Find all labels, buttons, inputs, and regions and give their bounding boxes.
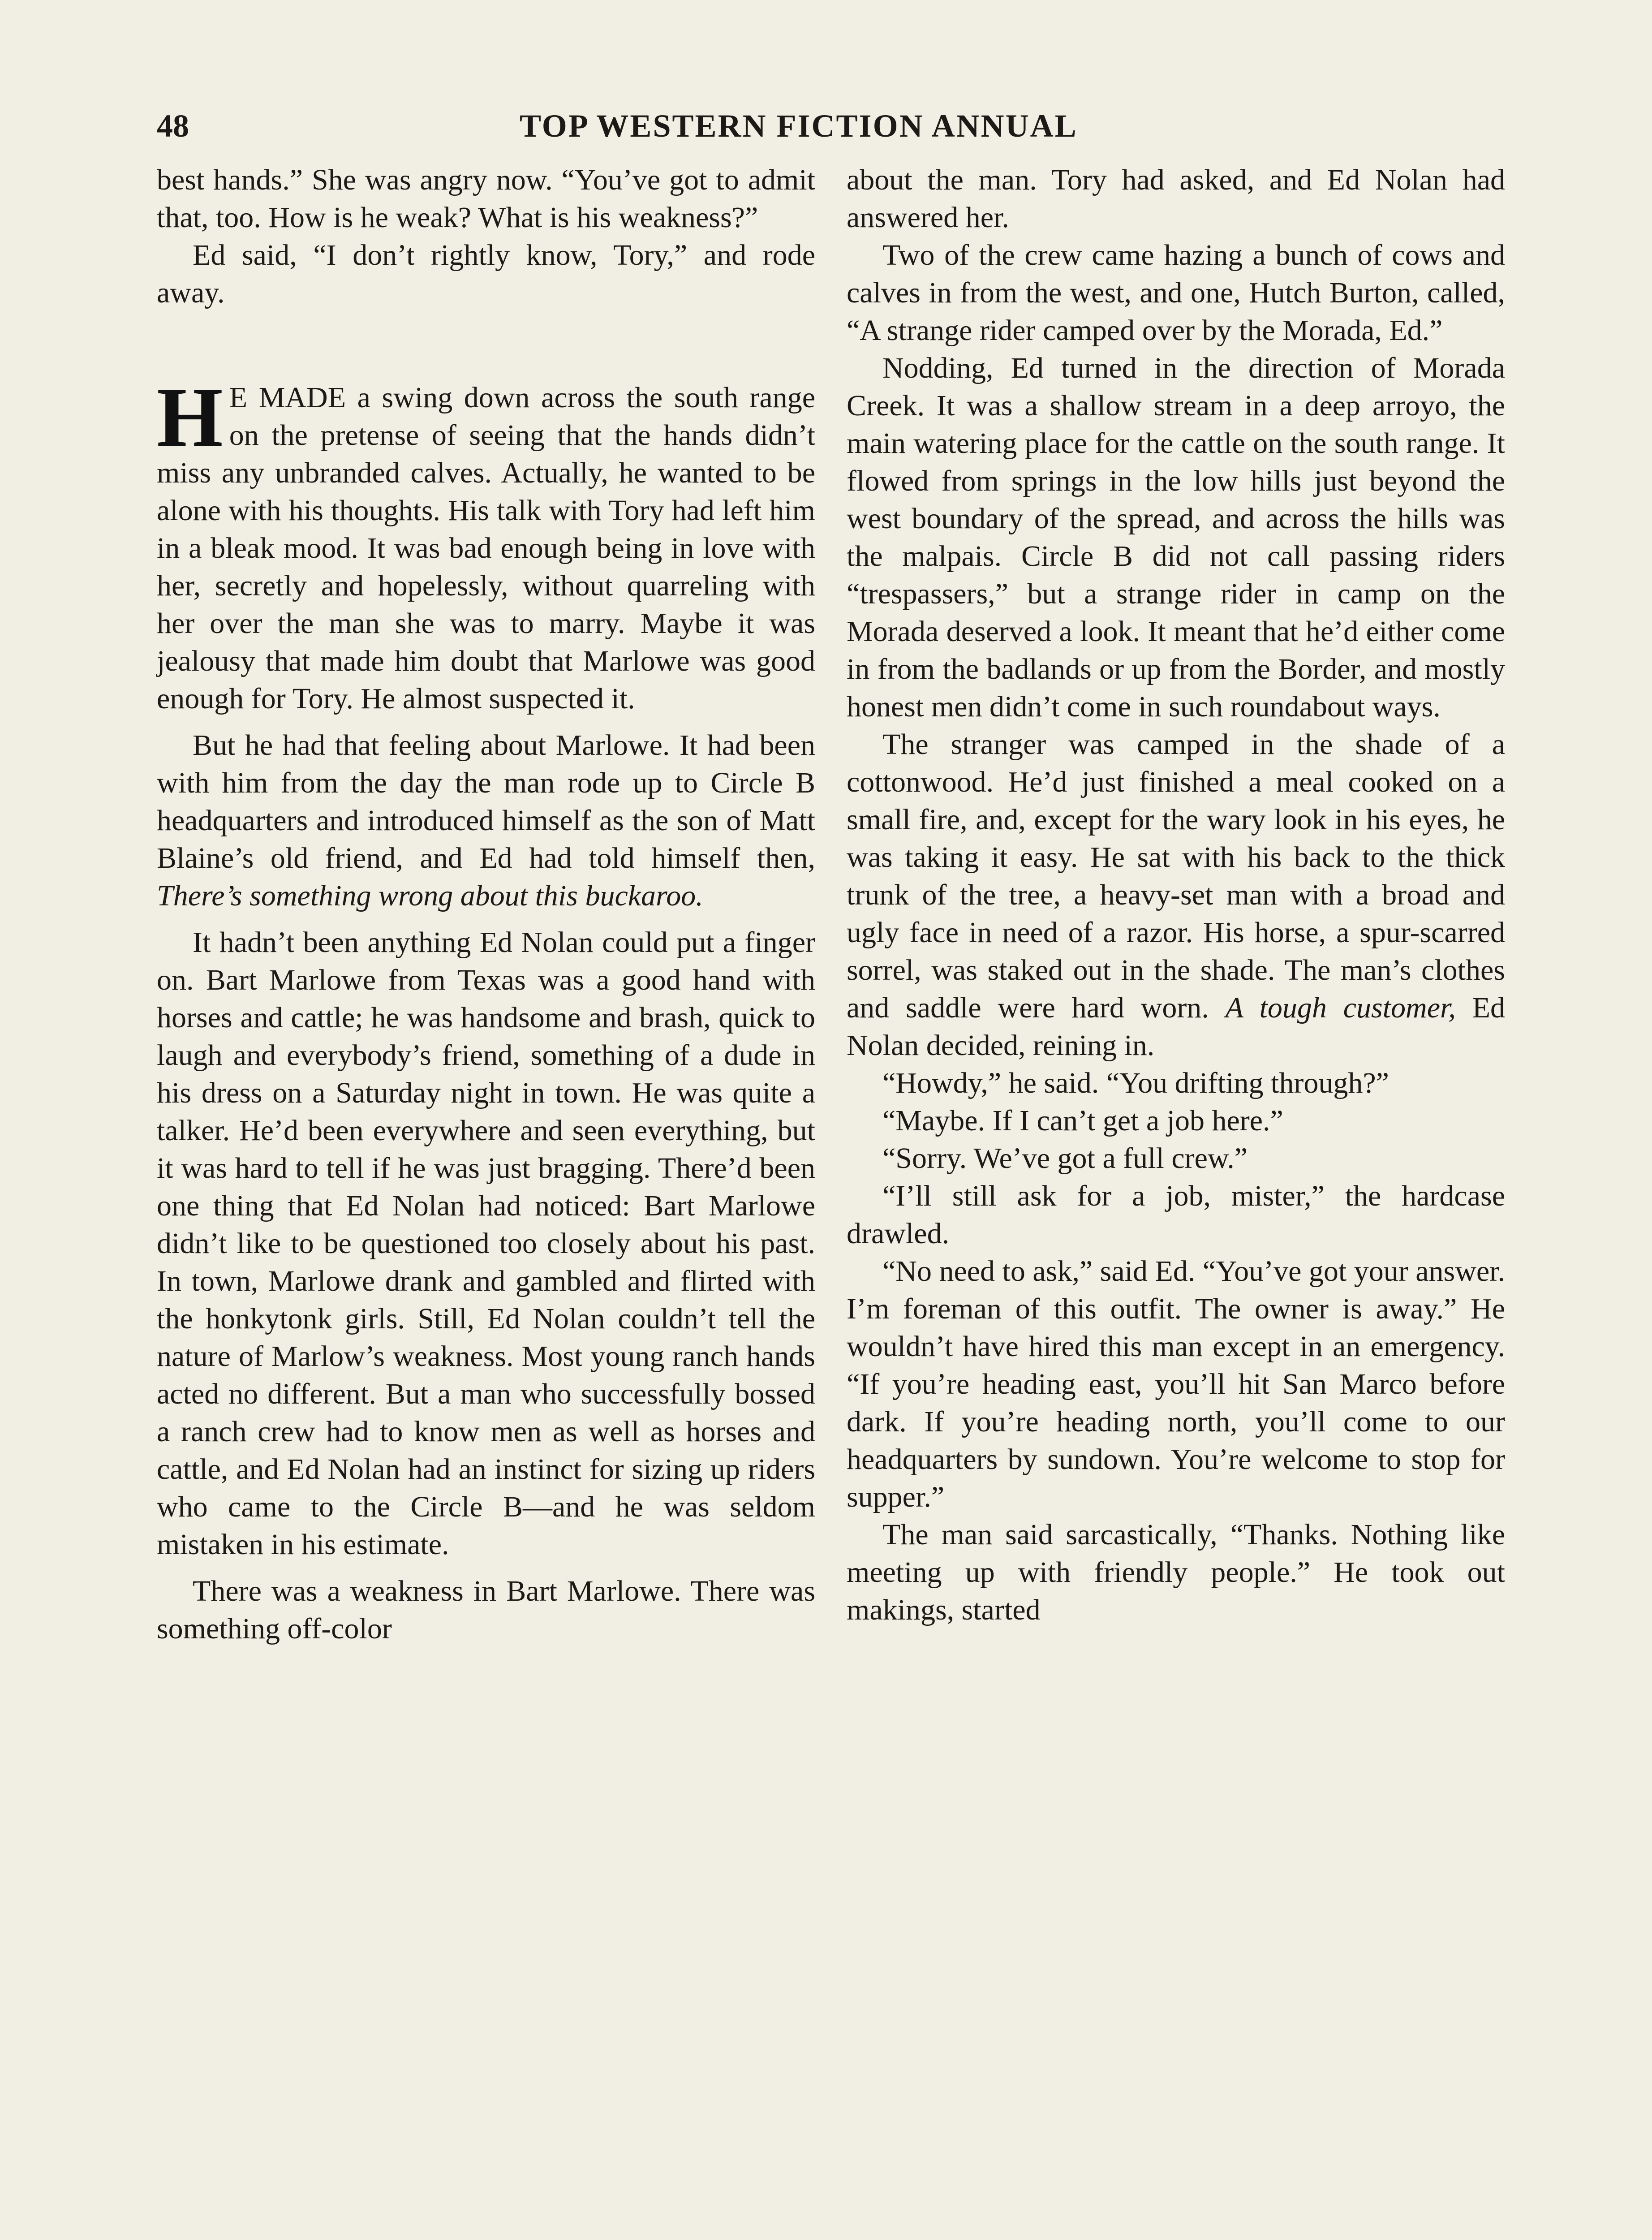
paragraph: best hands.” She was angry now. “You’ve got to admit that, too. How is he weak? What is his weakness?” (157, 164, 815, 234)
running-head (152, 108, 1500, 157)
right-column (847, 161, 1505, 1629)
paragraph: “Sorry. We’ve got a full crew.” (882, 1142, 1248, 1175)
paragraph-text: E MADE a swing down across the south range on the pretense of seeing that the hands didn’t miss any unbranded calves. Actually, he wanted to be alone with his thoughts. His talk with Tory had left him in a bleak mood. It was bad enough being in love with her, secretly and hopelessly, without quarreling with her over the man she was to marry. Maybe it was jealousy that made him doubt that Marlowe was good enough for Tory. He almost suspected it. (157, 381, 815, 715)
paragraph: about the man. Tory had asked, and Ed Nolan had answered her. (847, 164, 1505, 234)
paragraph (157, 727, 815, 915)
paragraph: Ed said, “I don’t rightly know, Tory,” and rode away. (157, 239, 815, 309)
paragraph: “No need to ask,” said Ed. “You’ve got your answer. I’m foreman of this outfit. The owner is away.” He wouldn’t have hired this man except in an emergency. “If you’re heading east, you’ll hit San Marco before dark. If you’re heading north, you’ll come to our headquarters by sundown. You’re welcome to stop for supper.” (847, 1255, 1505, 1513)
paragraph-text: But he had that feeling about Marlowe. It had been with him from the day the man rode up to Circle B headquarters and introduced himself as the son of Matt Blaine’s old friend, and Ed had told himself then, (157, 729, 815, 874)
paragraph: “I’ll still ask for a job, mister,” the hardcase drawled. (847, 1180, 1505, 1250)
drop-cap: H (157, 370, 223, 465)
paragraph-text: The stranger was camped in the shade of a cottonwood. He’d just finished a meal cooked on a small fire, and, except for the wary look in his eyes, he was taking it easy. He sat with his back to the thick trunk of the tree, a heavy-set man with a broad and ugly face in need of a razor. His horse, a spur-scarred sorrel, was staked out in the shade. The man’s clothes and saddle were hard worn. (847, 728, 1505, 1024)
paragraph (847, 726, 1505, 1064)
paragraph: “Maybe. If I can’t get a job here.” (882, 1104, 1283, 1137)
dropcap-paragraph (157, 370, 815, 718)
paragraph: There was a weakness in Bart Marlowe. There was something off-color (157, 1575, 815, 1645)
paragraph: The man said sarcastically, “Thanks. Nothing like meeting up with friendly people.” He took out makings, started (847, 1518, 1505, 1626)
left-column (157, 161, 815, 1648)
page-number: 48 (157, 108, 189, 144)
paragraph: “Howdy,” he said. “You drifting through?” (882, 1067, 1389, 1099)
paragraph: Nodding, Ed turned in the direction of Morada Creek. It was a shallow stream in a deep arroyo, the main watering place for the cattle on the south range. It flowed from springs in the low hills just beyond the west boundary of the spread, and across the hills was the malpais. Circle B did not call passing riders “trespassers,” but a strange rider in camp on the Morada deserved a look. It meant that he’d either come in from the badlands or up from the Border, and mostly honest men didn’t come in such roundabout ways. (847, 352, 1505, 723)
italic-text: There’s something wrong about this buckaroo. (157, 879, 703, 912)
paragraph: Two of the crew came hazing a bunch of cows and calves in from the west, and one, Hutch Burton, called, “A strange rider camped over by the Morada, Ed.” (847, 239, 1505, 347)
header-title: TOP WESTERN FICTION ANNUAL (520, 108, 1078, 144)
paragraph-text: Ed Nolan decided, reining in. (847, 991, 1506, 1062)
italic-text: A tough customer, (1225, 991, 1456, 1024)
paragraph: It hadn’t been anything Ed Nolan could put a finger on. Bart Marlowe from Texas was a good hand with horses and cattle; he was handsome and brash, quick to laugh and everybody’s friend, something of a dude in his dress on a Saturday night in town. He was quite a talker. He’d been everywhere and seen everything, but it was hard to tell if he was just bragging. There’d been one thing that Ed Nolan had noticed: Bart Marlowe didn’t like to be questioned too closely about his past. In town, Marlowe drank and gambled and flirted with the honkytonk girls. Still, Ed Nolan couldn’t tell the nature of Marlow’s weakness. Most young ranch hands acted no different. But a man who successfully bossed a ranch crew had to know men as well as horses and cattle, and Ed Nolan had an instinct for sizing up riders who came to the Circle B—and he was seldom mistaken in his estimate. (157, 926, 815, 1561)
